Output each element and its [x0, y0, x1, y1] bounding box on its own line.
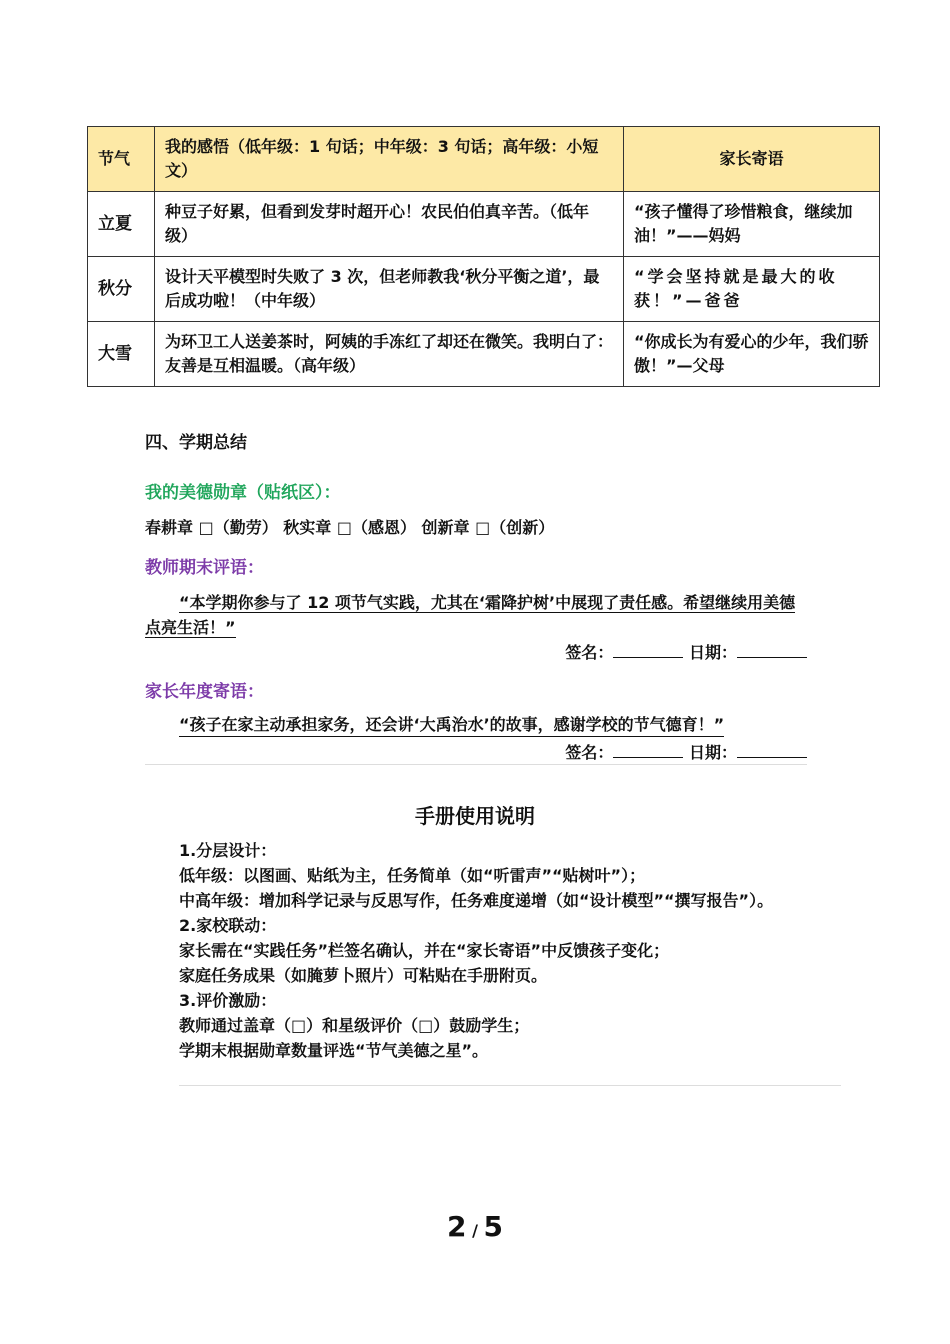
manual-title: 手册使用说明	[415, 804, 535, 828]
current-page: 2	[447, 1210, 467, 1243]
term-cell: 立夏	[88, 192, 155, 257]
manual-section-3: 3.评价激励：	[179, 991, 277, 1010]
date-blank	[737, 741, 807, 758]
divider	[179, 1085, 841, 1086]
parent-cell: “孩子懂得了珍惜粮食，继续加油！”——妈妈	[624, 192, 880, 257]
manual-item: 家庭任务成果（如腌萝卜照片）可粘贴在手册附页。	[179, 966, 548, 985]
table-header-row	[88, 127, 880, 192]
badges-title: 我的美德勋章（贴纸区）：	[145, 483, 341, 503]
header-term: 节气	[88, 127, 155, 192]
total-pages: 5	[483, 1210, 503, 1243]
reflection-cell: 种豆子好累，但看到发芽时超开心！农民伯伯真辛苦。（低年级）	[155, 192, 624, 257]
reflection-cell: 设计天平模型时失败了 3 次，但老师教我‘秋分平衡之道’，最后成功啦！（中年级）	[155, 257, 624, 322]
parent-cell: “学会坚持就是最大的收获！”—爸爸	[624, 257, 880, 322]
parent-cell: “你成长为有爱心的少年，我们骄傲！”—父母	[624, 322, 880, 387]
parent-signature-line	[565, 740, 807, 763]
solar-term-table	[87, 126, 880, 387]
badges-line: 春耕章 □（勤劳） 秋实章 □（感恩） 创新章 □（创新）	[145, 518, 555, 537]
sign-blank	[613, 741, 683, 758]
term-cell: 大雪	[88, 322, 155, 387]
term-cell: 秋分	[88, 257, 155, 322]
manual-body	[145, 838, 807, 1063]
manual-section-2: 2.家校联动：	[179, 916, 277, 935]
divider	[145, 764, 807, 765]
header-reflection: 我的感悟（低年级：1 句话；中年级：3 句话；高年级：小短文）	[155, 127, 624, 192]
manual-item: 家长需在“实践任务”栏签名确认，并在“家长寄语”中反馈孩子变化；	[179, 941, 670, 960]
teacher-comment-text: “本学期你参与了 12 项节气实践，尤其在‘霜降护树’中展现了责任感。希望继续用美德点亮生活！”	[145, 593, 796, 637]
page-separator: /	[472, 1221, 478, 1240]
sign-label: 签名：	[565, 643, 614, 662]
manual-item: 学期末根据勋章数量评选“节气美德之星”。	[179, 1041, 489, 1060]
parent-comment-title: 家长年度寄语：	[145, 682, 264, 702]
section-heading: 四、学期总结	[145, 433, 247, 453]
table-row	[88, 257, 880, 322]
manual-item: 中高年级：增加科学记录与反思写作，任务难度递增（如“设计模型”“撰写报告”）。	[179, 891, 774, 910]
date-blank	[737, 641, 807, 658]
date-label: 日期：	[688, 743, 737, 762]
teacher-comment	[145, 590, 807, 640]
manual-item: 教师通过盖章（□）和星级评价（□）鼓励学生；	[179, 1016, 530, 1035]
reflection-cell: 为环卫工人送姜茶时，阿姨的手冻红了却还在微笑。我明白了：友善是互相温暖。（高年级）	[155, 322, 624, 387]
table-row	[88, 322, 880, 387]
teacher-signature-line	[565, 640, 807, 663]
parent-comment-text: “孩子在家主动承担家务，还会讲‘大禹治水’的故事，感谢学校的节气德育！”	[179, 714, 724, 737]
teacher-comment-title: 教师期末评语：	[145, 558, 264, 578]
page-indicator	[0, 1210, 950, 1243]
table-row	[88, 192, 880, 257]
sign-blank	[613, 641, 683, 658]
sign-label: 签名：	[565, 743, 614, 762]
date-label: 日期：	[688, 643, 737, 662]
manual-section-1: 1.分层设计：	[179, 841, 277, 860]
manual-item: 低年级：以图画、贴纸为主，任务简单（如“听雷声”“贴树叶”）；	[179, 866, 646, 885]
header-parent: 家长寄语	[624, 127, 880, 192]
